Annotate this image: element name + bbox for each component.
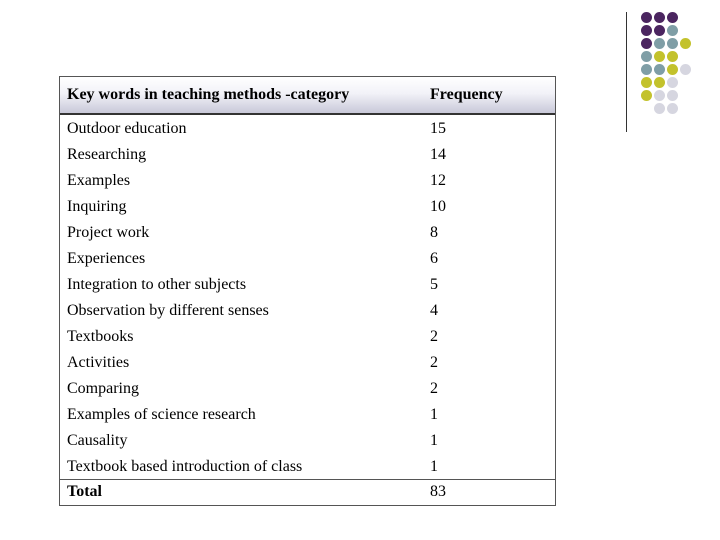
table-row (60, 221, 555, 247)
decorative-dot (654, 64, 665, 75)
table-header-row (60, 77, 555, 115)
table-row (60, 351, 555, 377)
decorative-dot (641, 64, 652, 75)
row-frequency: 5 (430, 276, 438, 293)
table-row (60, 325, 555, 351)
row-category: Experiences (67, 250, 146, 267)
row-category: Activities (67, 354, 130, 371)
row-frequency: 14 (430, 146, 446, 163)
table-row (60, 377, 555, 403)
decorative-dot (667, 25, 678, 36)
decorative-dot (654, 103, 665, 114)
decorative-dot (667, 38, 678, 49)
row-category: Integration to other subjects (67, 276, 247, 293)
decorative-dot (641, 12, 652, 23)
row-frequency: 6 (430, 250, 438, 267)
table-row (60, 403, 555, 429)
row-category: Examples (67, 172, 131, 189)
row-frequency: 1 (430, 458, 438, 475)
row-category: Observation by different senses (67, 302, 269, 319)
header-frequency: Frequency (430, 86, 503, 103)
table-row (60, 143, 555, 169)
table-row (60, 299, 555, 325)
row-frequency: 10 (430, 198, 446, 215)
decorative-dot (667, 12, 678, 23)
decorative-divider-line (626, 12, 627, 132)
row-frequency: 2 (430, 354, 438, 371)
row-category: Inquiring (67, 198, 127, 215)
row-frequency: 8 (430, 224, 438, 241)
row-frequency: 1 (430, 406, 438, 423)
total-row (60, 479, 555, 506)
decorative-dot (667, 51, 678, 62)
decorative-dot (667, 64, 678, 75)
table-row (60, 273, 555, 299)
decorative-dot-grid (641, 12, 720, 122)
decorative-dot (641, 38, 652, 49)
decorative-dot (667, 90, 678, 101)
row-category: Researching (67, 146, 147, 163)
decorative-dot (654, 90, 665, 101)
row-frequency: 4 (430, 302, 438, 319)
decorative-dot (667, 77, 678, 88)
decorative-dot (654, 77, 665, 88)
row-category: Examples of science research (67, 406, 256, 423)
decorative-dot (654, 25, 665, 36)
decorative-dot (641, 90, 652, 101)
table-row (60, 455, 555, 481)
total-label: Total (67, 483, 102, 500)
row-frequency: 12 (430, 172, 446, 189)
decorative-dot (654, 38, 665, 49)
row-frequency: 2 (430, 380, 438, 397)
row-category: Outdoor education (67, 120, 187, 137)
row-frequency: 15 (430, 120, 446, 137)
decorative-dot (654, 51, 665, 62)
table-row (60, 169, 555, 195)
row-category: Project work (67, 224, 150, 241)
row-category: Comparing (67, 380, 139, 397)
row-frequency: 2 (430, 328, 438, 345)
decorative-dot (641, 25, 652, 36)
row-category: Textbooks (67, 328, 134, 345)
decorative-dot (641, 51, 652, 62)
header-category: Key words in teaching methods -category (67, 86, 350, 103)
row-category: Textbook based introduction of class (67, 458, 303, 475)
table-row (60, 247, 555, 273)
decorative-dot (680, 38, 691, 49)
keywords-frequency-table (59, 76, 556, 506)
decorative-dot (654, 12, 665, 23)
row-category: Causality (67, 432, 128, 449)
total-value: 83 (430, 483, 446, 500)
decorative-dot (680, 64, 691, 75)
row-frequency: 1 (430, 432, 438, 449)
table-row (60, 195, 555, 221)
table-row (60, 117, 555, 143)
decorative-dot (667, 103, 678, 114)
decorative-dot (641, 77, 652, 88)
table-row (60, 429, 555, 455)
